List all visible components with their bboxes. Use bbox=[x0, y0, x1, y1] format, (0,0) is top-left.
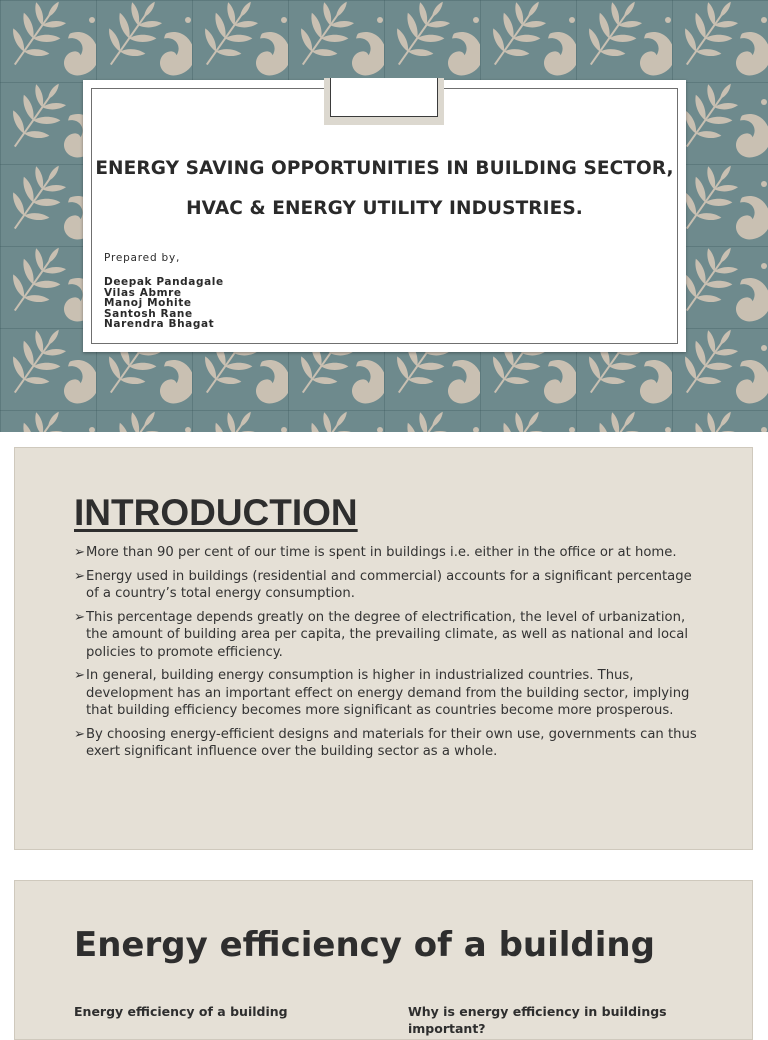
bullet-text: Energy used in buildings (residential and commercial) accounts for a significant percentage of a country’s total energy consumption. bbox=[86, 568, 692, 601]
arrow-bullet-icon: ➢ bbox=[74, 668, 86, 683]
bullet-text: In general, building energy consumption is higher in industrialized countries. Thus, development has an important effect on energy demand from the building sector, implying that building efficiency becomes more significant as countries become more prosperous. bbox=[86, 668, 690, 718]
prepared-by-label: Prepared by, bbox=[104, 252, 181, 264]
bullet-item bbox=[74, 568, 699, 603]
bullet-text: More than 90 per cent of our time is spent in buildings i.e. either in the office or at home. bbox=[86, 545, 677, 560]
arrow-bullet-icon: ➢ bbox=[74, 568, 86, 584]
author-list bbox=[104, 277, 224, 330]
author-name: Narendra Bhagat bbox=[104, 318, 215, 330]
arrow-bullet-icon: ➢ bbox=[74, 726, 86, 742]
bullet-list bbox=[74, 544, 699, 767]
right-column-heading: Why is energy efficiency in buildings important? bbox=[408, 1004, 667, 1036]
bullet-item bbox=[74, 667, 699, 720]
author-name: Vilas Abmre bbox=[104, 286, 182, 299]
title-slide bbox=[0, 0, 768, 432]
introduction-slide bbox=[14, 447, 753, 850]
bullet-item bbox=[74, 544, 699, 562]
bullet-text: This percentage depends greatly on the degree of electrification, the level of urbanization, the amount of building area per capita, the prevailing climate, as well as national and local policies to promote efficiency. bbox=[86, 609, 689, 660]
energy-efficiency-slide bbox=[14, 880, 753, 1040]
left-column-heading: Energy efficiency of a building bbox=[74, 1004, 288, 1019]
title-line-2: HVAC & ENERGY UTILITY INDUSTRIES. bbox=[186, 198, 583, 219]
bullet-item bbox=[74, 726, 699, 761]
bullet-text: By choosing energy-efficient designs and materials for their own use, governments can thus exert significant influence over the building sector as a whole. bbox=[86, 726, 697, 759]
author-name: Manoj Mohite bbox=[104, 297, 192, 309]
title-card-tab bbox=[324, 78, 444, 125]
title-line-1: ENERGY SAVING OPPORTUNITIES IN BUILDING SECTOR, bbox=[95, 158, 674, 179]
arrow-bullet-icon: ➢ bbox=[74, 609, 86, 625]
energy-efficiency-heading: Energy efficiency of a building bbox=[74, 925, 655, 965]
title-card-tab-box bbox=[330, 78, 438, 117]
introduction-heading: INTRODUCTION bbox=[74, 492, 358, 533]
title-card bbox=[83, 80, 686, 352]
arrow-bullet-icon: ➢ bbox=[74, 545, 86, 560]
author-name: Deepak Pandagale bbox=[104, 276, 224, 288]
bullet-item bbox=[74, 609, 699, 662]
author-name: Santosh Rane bbox=[104, 307, 193, 320]
